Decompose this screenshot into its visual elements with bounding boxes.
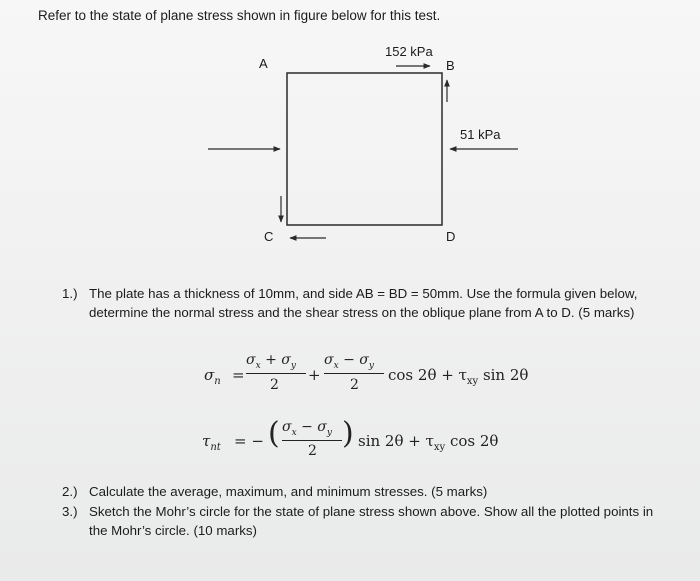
fraction-2-denominator: 2 bbox=[350, 377, 359, 393]
shear-fraction-denominator: 2 bbox=[308, 443, 317, 459]
lhs-sub-n: n bbox=[214, 376, 221, 387]
left-paren: ( bbox=[268, 416, 280, 451]
question-3-number: 3.) bbox=[62, 504, 78, 519]
fraction-2-bar bbox=[324, 373, 384, 374]
lhs-sub-nt: nt bbox=[210, 442, 221, 453]
plus-sign: + bbox=[308, 366, 321, 384]
question-list bbox=[62, 482, 674, 541]
question-2-number: 2.) bbox=[62, 484, 78, 499]
corner-label-a: A bbox=[259, 56, 268, 71]
question-2 bbox=[62, 482, 674, 501]
lhs-sigma: σ bbox=[204, 366, 215, 384]
question-3 bbox=[62, 502, 674, 540]
shear-fraction-numerator: $\sigma_x - \sigma_y$ bbox=[282, 419, 332, 438]
question-2-text: Calculate the average, maximum, and minimum stresses. (5 marks) bbox=[89, 484, 488, 499]
fraction-1-bar bbox=[246, 373, 306, 374]
equals-minus: = − bbox=[234, 432, 264, 450]
shear-fraction-bar bbox=[282, 440, 342, 441]
corner-label-b: B bbox=[446, 58, 455, 73]
question-1 bbox=[62, 284, 674, 322]
intro-text: Refer to the state of plane stress shown in figure below for this test. bbox=[38, 8, 441, 23]
normal-formula-tail: $\cos 2\theta + \tau_{xy}$ sin 2θ bbox=[388, 366, 529, 387]
stress-element-square bbox=[287, 73, 442, 225]
lhs-tau: τ bbox=[202, 432, 211, 450]
shear-formula-tail: $\sin 2\theta + \tau_{xy}$ cos 2θ bbox=[358, 432, 499, 453]
normal-stress-label: 51 kPa bbox=[460, 127, 501, 142]
fraction-1-numerator: $\sigma_x + \sigma_y$ bbox=[246, 352, 296, 371]
shear-stress-label: 152 kPa bbox=[385, 44, 433, 59]
question-3-text: Sketch the Mohr’s circle for the state of plane stress shown above. Show all the plotted points in the Mohr’s circle. (10 marks) bbox=[89, 504, 654, 538]
corner-label-c: C bbox=[264, 229, 274, 244]
normal-stress-formula: $\sigma_n$ = $\sigma_x + \sigma_y$ 2 + $\sigma_x - \sigma_y$ 2 $\cos 2\theta + \tau_{xy}$ sin 2θ bbox=[204, 352, 529, 393]
question-1-number: 1.) bbox=[62, 286, 78, 301]
corner-label-d: D bbox=[446, 229, 456, 244]
fraction-1-denominator: 2 bbox=[270, 377, 279, 393]
question-1-text: The plate has a thickness of 10mm, and side AB = BD = 50mm. Use the formula given below, determine the normal stress and the shear stress on the oblique plane from A to D. (5 marks) bbox=[89, 286, 638, 320]
right-paren: ) bbox=[342, 416, 354, 451]
plane-stress-figure bbox=[0, 0, 700, 260]
fraction-2-numerator: $\sigma_x - \sigma_y$ bbox=[324, 352, 374, 371]
